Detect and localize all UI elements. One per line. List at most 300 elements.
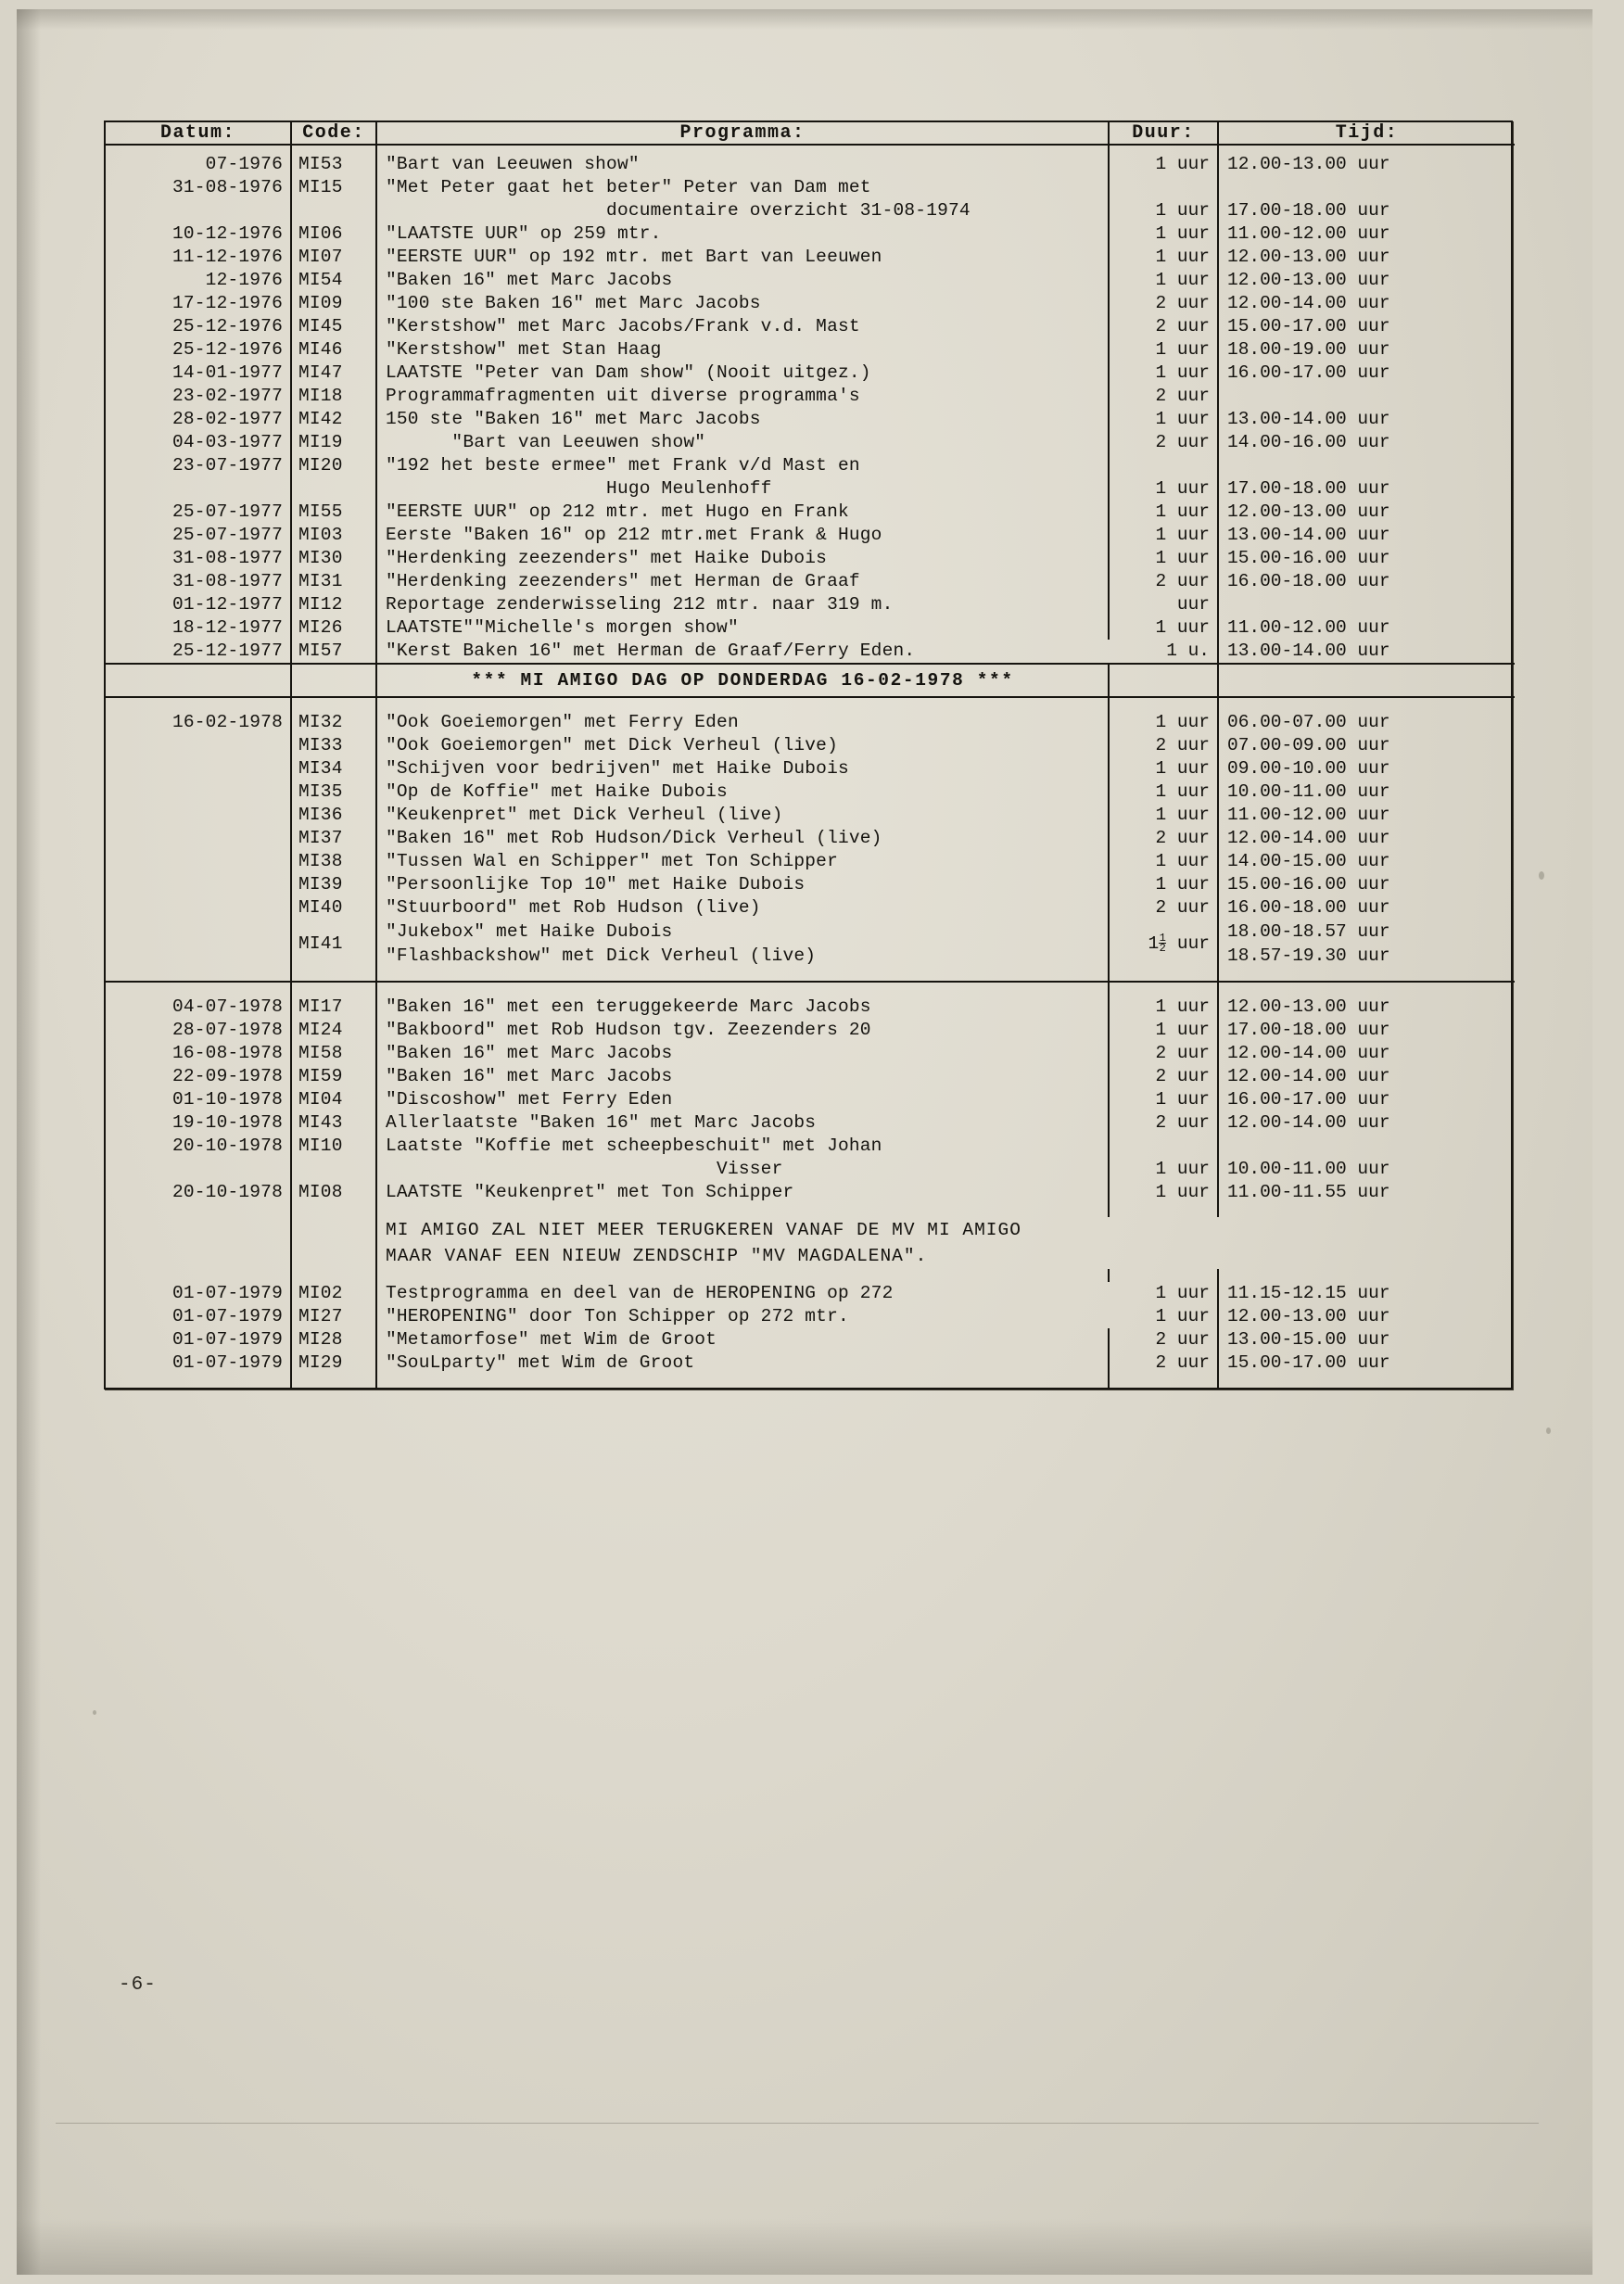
cell-duur: 1 uur: [1155, 1306, 1210, 1326]
table-row: [106, 780, 1515, 804]
cell-code: MI35: [291, 780, 376, 804]
cell-datum: [106, 477, 291, 501]
cell-datum: [106, 757, 291, 780]
table-row: [106, 757, 1515, 780]
cell-datum: [106, 804, 291, 827]
notice-line-1: [106, 1217, 1515, 1243]
cell-code: [291, 1158, 376, 1181]
cell-programma: "Baken 16" met Rob Hudson/Dick Verheul (live): [376, 827, 1109, 850]
cell-code: MI06: [291, 222, 376, 246]
cell-duur: [1109, 1135, 1218, 1158]
cell-code: MI32: [291, 711, 376, 734]
cell-tijd: [1218, 593, 1515, 616]
cell-datum: 11-12-1976: [171, 247, 283, 267]
cell-datum: 20-10-1978: [171, 1182, 283, 1202]
programma-line-1: "Jukebox" met Haike Dubois: [386, 921, 673, 942]
table-row: [106, 593, 1515, 616]
cell-duur: 2 uur: [1109, 1328, 1218, 1351]
table-row: [106, 1282, 1515, 1305]
table-row: [106, 804, 1515, 827]
cell-programma: "Keukenpret" met Dick Verheul (live): [376, 804, 1109, 827]
cell-datum: [106, 920, 291, 968]
cell-code: MI54: [291, 269, 376, 292]
cell-duur: 1 uur: [1109, 711, 1218, 734]
table-row: [106, 640, 1515, 664]
cell-programma: "192 het beste ermee" met Frank v/d Mast en: [376, 454, 1109, 477]
cell-tijd: 17.00-18.00 uur: [1218, 477, 1515, 501]
cell-programma: "EERSTE UUR" op 192 mtr. met Bart van Leeuwen: [376, 246, 1109, 269]
table-row: [106, 153, 1515, 176]
programma-line-2: "Flashbackshow" met Dick Verheul (live): [386, 945, 817, 966]
cell-programma: "Ook Goeiemorgen" met Ferry Eden: [376, 711, 1109, 734]
tijd-line-2: 18.57-19.30 uur: [1227, 945, 1390, 966]
cell-datum: 16-02-1978: [171, 712, 283, 732]
cell-duur: 2 uur: [1109, 1042, 1218, 1065]
cell-duur: 1 u.: [1166, 641, 1210, 661]
cell-tijd: 16.00-18.00 uur: [1218, 896, 1515, 920]
cell-programma: 150 ste "Baken 16" met Marc Jacobs: [376, 408, 1109, 431]
cell-tijd: 12.00-14.00 uur: [1218, 1111, 1515, 1135]
spacer-row: [106, 1204, 1515, 1217]
cell-datum: 12-1976: [205, 270, 283, 290]
cell-datum: 01-10-1978: [171, 1089, 283, 1110]
cell-code: MI10: [291, 1135, 376, 1158]
cell-duur: 1 uur: [1109, 873, 1218, 896]
table-row: [106, 547, 1515, 570]
cell-datum: 31-08-1977: [171, 571, 283, 591]
cell-tijd: 12.00-14.00 uur: [1218, 827, 1515, 850]
cell-tijd: 13.00-15.00 uur: [1218, 1328, 1515, 1351]
cell-tijd: 07.00-09.00 uur: [1218, 734, 1515, 757]
cell-tijd: 16.00-18.00 uur: [1218, 570, 1515, 593]
table-row: [106, 1065, 1515, 1088]
cell-datum: 14-01-1977: [171, 362, 283, 383]
table-row: [106, 222, 1515, 246]
cell-datum: 10-12-1976: [171, 223, 283, 244]
table-row: [106, 711, 1515, 734]
cell-programma: "Discoshow" met Ferry Eden: [376, 1088, 1109, 1111]
cell-code: MI15: [291, 176, 376, 199]
cell-tijd: 12.00-14.00 uur: [1218, 292, 1515, 315]
cell-code: MI55: [291, 501, 376, 524]
cell-code: MI28: [291, 1328, 376, 1351]
table-row: [106, 616, 1515, 640]
cell-duur: 1 uur: [1109, 501, 1218, 524]
table-row: [106, 408, 1515, 431]
cell-tijd: 12.00-13.00 uur: [1218, 269, 1515, 292]
header-datum: Datum:: [159, 122, 235, 144]
cell-code: MI34: [291, 757, 376, 780]
cell-datum: 01-07-1979: [171, 1352, 283, 1373]
cell-datum: 31-08-1976: [171, 177, 283, 197]
cell-datum: 01-07-1979: [171, 1329, 283, 1350]
cell-duur: 1 uur: [1109, 804, 1218, 827]
table-row: [106, 1088, 1515, 1111]
cell-tijd: [1218, 920, 1515, 968]
header-duur: Duur:: [1109, 122, 1218, 145]
cell-code: MI47: [291, 362, 376, 385]
duur-whole: 1: [1148, 933, 1160, 954]
cell-programma: Reportage zenderwisseling 212 mtr. naar 319 m.: [376, 593, 1109, 616]
cell-datum: [106, 780, 291, 804]
cell-code: MI24: [291, 1019, 376, 1042]
table-header-row: [106, 122, 1515, 145]
cell-code: MI53: [291, 153, 376, 176]
cell-duur: 1 uur: [1109, 199, 1218, 222]
cell-programma: Allerlaatste "Baken 16" met Marc Jacobs: [376, 1111, 1109, 1135]
cell-duur: 1 uur: [1109, 1019, 1218, 1042]
cell-programma: "Herdenking zeezenders" met Herman de Graaf: [376, 570, 1109, 593]
cell-programma: LAATSTE "Keukenpret" met Ton Schipper: [376, 1181, 1109, 1204]
cell-datum: 18-12-1977: [171, 617, 283, 638]
cell-duur: 1 uur: [1109, 246, 1218, 269]
duur-unit: uur: [1176, 933, 1210, 954]
table-row: [106, 1328, 1515, 1351]
table-row: [106, 477, 1515, 501]
header-code: Code:: [291, 122, 376, 145]
cell-duur: 2 uur: [1109, 827, 1218, 850]
cell-programma: "Bart van Leeuwen show": [376, 153, 1109, 176]
cell-code: MI37: [291, 827, 376, 850]
cell-code: MI29: [291, 1351, 376, 1375]
cell-datum: [106, 827, 291, 850]
cell-programma: "HEROPENING" door Ton Schipper op 272 mtr.: [376, 1305, 1109, 1328]
cell-duur: uur: [1109, 593, 1218, 616]
cell-datum: 01-07-1979: [171, 1306, 283, 1326]
cell-programma: "Kerst Baken 16" met Herman de Graaf/Ferry Eden.: [376, 640, 1109, 664]
cell-tijd: 15.00-17.00 uur: [1218, 1351, 1515, 1375]
cell-datum: 25-12-1977: [171, 641, 283, 661]
cell-duur: 1 uur: [1109, 616, 1218, 640]
programme-schedule-table: [104, 121, 1513, 1389]
table-row: [106, 570, 1515, 593]
cell-programma: "Stuurboord" met Rob Hudson (live): [376, 896, 1109, 920]
cell-duur: [1109, 176, 1218, 199]
cell-duur: 1 uur: [1109, 1088, 1218, 1111]
cell-duur: 2 uur: [1109, 734, 1218, 757]
spacer-row: [106, 697, 1515, 711]
cell-tijd: 16.00-17.00 uur: [1218, 1088, 1515, 1111]
table-row: [106, 315, 1515, 338]
cell-code: MI42: [291, 408, 376, 431]
cell-tijd: 10.00-11.00 uur: [1218, 780, 1515, 804]
table-row: [106, 246, 1515, 269]
cell-programma: "Bart van Leeuwen show": [376, 431, 1109, 454]
fraction-denominator: 2: [1159, 942, 1166, 956]
cell-datum: 04-07-1978: [171, 996, 283, 1017]
cell-code: MI46: [291, 338, 376, 362]
cell-code: MI07: [291, 246, 376, 269]
cell-programma: LAATSTE "Peter van Dam show" (Nooit uitgez.): [376, 362, 1109, 385]
cell-datum: 23-02-1977: [171, 386, 283, 406]
spacer-row: [106, 1269, 1515, 1282]
cell-tijd: 14.00-16.00 uur: [1218, 431, 1515, 454]
cell-datum: 20-10-1978: [171, 1136, 283, 1156]
cell-duur: 2 uur: [1109, 1065, 1218, 1088]
cell-tijd: 11.15-12.15 uur: [1218, 1282, 1515, 1305]
cell-code: MI59: [291, 1065, 376, 1088]
cell-programma: Eerste "Baken 16" op 212 mtr.met Frank & Hugo: [376, 524, 1109, 547]
cell-programma: "Kerstshow" met Stan Haag: [376, 338, 1109, 362]
cell-datum: 22-09-1978: [171, 1066, 283, 1086]
table-row: [106, 1305, 1515, 1328]
table-row: [106, 362, 1515, 385]
cell-code: MI08: [291, 1181, 376, 1204]
cell-code: MI45: [291, 315, 376, 338]
cell-duur: 1 uur: [1155, 1283, 1210, 1303]
banner-text: *** MI AMIGO DAG OP DONDERDAG 16-02-1978 ***: [376, 664, 1109, 697]
cell-tijd: 11.00-11.55 uur: [1218, 1181, 1515, 1204]
table-row-mi41: [106, 920, 1515, 968]
cell-code: MI33: [291, 734, 376, 757]
table-row: [106, 850, 1515, 873]
cell-programma: "Bakboord" met Rob Hudson tgv. Zeezenders 20: [376, 1019, 1109, 1042]
cell-duur: 1 uur: [1109, 757, 1218, 780]
cell-tijd: 11.00-12.00 uur: [1218, 616, 1515, 640]
cell-programma: "Metamorfose" met Wim de Groot: [376, 1328, 1109, 1351]
cell-code: MI19: [291, 431, 376, 454]
cell-duur: 1 uur: [1109, 269, 1218, 292]
cell-code: [291, 199, 376, 222]
cell-duur: 1 uur: [1109, 1181, 1218, 1204]
cell-datum: 23-07-1977: [171, 455, 283, 476]
cell-code: MI36: [291, 804, 376, 827]
cell-programma: Visser: [376, 1158, 1109, 1181]
cell-tijd: [1218, 176, 1515, 199]
cell-datum: 28-02-1977: [171, 409, 283, 429]
cell-datum: [106, 873, 291, 896]
cell-code: MI39: [291, 873, 376, 896]
cell-duur: 2 uur: [1109, 385, 1218, 408]
cell-code: MI40: [291, 896, 376, 920]
notice-text-1: MI AMIGO ZAL NIET MEER TERUGKEREN VANAF DE MV MI AMIGO: [376, 1217, 1515, 1243]
cell-code: MI31: [291, 570, 376, 593]
cell-datum: [106, 199, 291, 222]
cell-programma: "Kerstshow" met Marc Jacobs/Frank v.d. Mast: [376, 315, 1109, 338]
cell-duur: [1109, 920, 1218, 968]
cell-tijd: 06.00-07.00 uur: [1218, 711, 1515, 734]
tijd-line-1: 18.00-18.57 uur: [1227, 921, 1390, 942]
cell-duur: 1 uur: [1109, 408, 1218, 431]
cell-code: MI27: [291, 1305, 376, 1328]
cell-code: [291, 477, 376, 501]
cell-code: MI04: [291, 1088, 376, 1111]
cell-code: MI17: [291, 996, 376, 1019]
cell-programma: Hugo Meulenhoff: [376, 477, 1109, 501]
page-number: -6-: [119, 1974, 157, 1996]
cell-datum: 25-12-1976: [171, 316, 283, 336]
cell-tijd: 12.00-13.00 uur: [1218, 246, 1515, 269]
cell-duur: 1 uur: [1109, 547, 1218, 570]
cell-programma: "Herdenking zeezenders" met Haike Dubois: [376, 547, 1109, 570]
cell-tijd: 12.00-13.00 uur: [1218, 996, 1515, 1019]
cell-programma: "Met Peter gaat het beter" Peter van Dam met: [376, 176, 1109, 199]
spacer-row: [106, 982, 1515, 996]
cell-tijd: 18.00-19.00 uur: [1218, 338, 1515, 362]
cell-code: MI18: [291, 385, 376, 408]
cell-code: MI41: [291, 920, 376, 968]
cell-programma: "Baken 16" met Marc Jacobs: [376, 269, 1109, 292]
cell-tijd: 15.00-16.00 uur: [1218, 547, 1515, 570]
table-row: [106, 896, 1515, 920]
spacer-row: [106, 968, 1515, 982]
cell-tijd: 13.00-14.00 uur: [1218, 524, 1515, 547]
cell-programma: "Baken 16" met Marc Jacobs: [376, 1042, 1109, 1065]
cell-tijd: 14.00-15.00 uur: [1218, 850, 1515, 873]
cell-duur: [1109, 454, 1218, 477]
table-row: [106, 1135, 1515, 1158]
table-row: [106, 1042, 1515, 1065]
cell-duur: 2 uur: [1109, 896, 1218, 920]
cell-code: MI26: [291, 616, 376, 640]
cell-code: MI02: [291, 1282, 376, 1305]
cell-tijd: 13.00-14.00 uur: [1218, 408, 1515, 431]
cell-programma: "Baken 16" met een teruggekeerde Marc Jacobs: [376, 996, 1109, 1019]
spacer-row: [106, 145, 1515, 153]
cell-duur: 1 uur: [1109, 996, 1218, 1019]
header-tijd: Tijd:: [1218, 122, 1515, 145]
cell-programma: [376, 920, 1109, 968]
cell-tijd: 17.00-18.00 uur: [1218, 199, 1515, 222]
cell-duur: 1 uur: [1109, 850, 1218, 873]
cell-duur: 2 uur: [1109, 431, 1218, 454]
cell-datum: 04-03-1977: [171, 432, 283, 452]
cell-programma: "Baken 16" met Marc Jacobs: [376, 1065, 1109, 1088]
cell-duur: 1 uur: [1109, 222, 1218, 246]
cell-duur: 2 uur: [1109, 1351, 1218, 1375]
spacer-row: [106, 1375, 1515, 1388]
cell-programma: "100 ste Baken 16" met Marc Jacobs: [376, 292, 1109, 315]
cell-tijd: 12.00-13.00 uur: [1218, 501, 1515, 524]
cell-code: MI38: [291, 850, 376, 873]
cell-duur: 1 uur: [1109, 362, 1218, 385]
table-row: [106, 524, 1515, 547]
table-row: [106, 1181, 1515, 1204]
cell-datum: 25-07-1977: [171, 501, 283, 522]
cell-datum: 31-08-1977: [171, 548, 283, 568]
cell-code: MI20: [291, 454, 376, 477]
section-banner-mi-amigo-dag: [106, 664, 1515, 697]
cell-tijd: 12.00-14.00 uur: [1218, 1042, 1515, 1065]
cell-tijd: 09.00-10.00 uur: [1218, 757, 1515, 780]
table-row: [106, 1158, 1515, 1181]
cell-datum: 25-07-1977: [171, 525, 283, 545]
cell-programma: "SouLparty" met Wim de Groot: [376, 1351, 1109, 1375]
cell-code: MI43: [291, 1111, 376, 1135]
cell-code: MI58: [291, 1042, 376, 1065]
cell-datum: 19-10-1978: [171, 1112, 283, 1133]
cell-tijd: 10.00-11.00 uur: [1218, 1158, 1515, 1181]
table-row: [106, 996, 1515, 1019]
table-row: [106, 385, 1515, 408]
table-row: [106, 734, 1515, 757]
cell-duur: 1 uur: [1109, 780, 1218, 804]
cell-code: MI57: [291, 640, 376, 664]
cell-datum: [106, 1158, 291, 1181]
table-row: [106, 1351, 1515, 1375]
cell-duur: 1 uur: [1109, 1158, 1218, 1181]
cell-tijd: 17.00-18.00 uur: [1218, 1019, 1515, 1042]
cell-tijd: 12.00-13.00 uur: [1218, 153, 1515, 176]
cell-datum: 17-12-1976: [171, 293, 283, 313]
cell-datum: 01-07-1979: [171, 1283, 283, 1303]
duur-fraction: [1159, 932, 1166, 956]
cell-duur: 1 uur: [1109, 153, 1218, 176]
table-row: [106, 269, 1515, 292]
header-programma: Programma:: [376, 122, 1109, 145]
cell-programma: "LAATSTE UUR" op 259 mtr.: [376, 222, 1109, 246]
table-row: [106, 1111, 1515, 1135]
cell-programma: Testprogramma en deel van de HEROPENING op 272: [376, 1282, 1109, 1305]
cell-tijd: [1218, 385, 1515, 408]
cell-programma: "Tussen Wal en Schipper" met Ton Schipper: [376, 850, 1109, 873]
cell-tijd: 15.00-16.00 uur: [1218, 873, 1515, 896]
table-row: [106, 501, 1515, 524]
table-row: [106, 431, 1515, 454]
table-row: [106, 292, 1515, 315]
cell-datum: [106, 896, 291, 920]
cell-duur: 2 uur: [1109, 570, 1218, 593]
cell-duur: 1 uur: [1109, 338, 1218, 362]
cell-code: MI09: [291, 292, 376, 315]
table-row: [106, 873, 1515, 896]
cell-programma: Programmafragmenten uit diverse programma's: [376, 385, 1109, 408]
cell-duur: 2 uur: [1109, 292, 1218, 315]
cell-datum: 01-12-1977: [171, 594, 283, 615]
notice-line-2: [106, 1243, 1515, 1269]
table-row: [106, 176, 1515, 199]
cell-programma: "Ook Goeiemorgen" met Dick Verheul (live): [376, 734, 1109, 757]
table-row: [106, 338, 1515, 362]
table-row: [106, 454, 1515, 477]
cell-datum: 28-07-1978: [171, 1020, 283, 1040]
cell-datum: [106, 850, 291, 873]
table-row: [106, 1019, 1515, 1042]
table-row: [106, 199, 1515, 222]
cell-tijd: 16.00-17.00 uur: [1218, 362, 1515, 385]
cell-datum: 07-1976: [205, 154, 283, 174]
cell-programma: "EERSTE UUR" op 212 mtr. met Hugo en Frank: [376, 501, 1109, 524]
cell-programma: "Persoonlijke Top 10" met Haike Dubois: [376, 873, 1109, 896]
cell-programma: "Schijven voor bedrijven" met Haike Dubois: [376, 757, 1109, 780]
table-row: [106, 827, 1515, 850]
cell-duur: 1 uur: [1109, 524, 1218, 547]
cell-tijd: 12.00-14.00 uur: [1218, 1065, 1515, 1088]
cell-code: MI12: [291, 593, 376, 616]
cell-code: MI30: [291, 547, 376, 570]
cell-duur: 2 uur: [1109, 1111, 1218, 1135]
notice-text-2: MAAR VANAF EEN NIEUW ZENDSCHIP "MV MAGDALENA".: [376, 1243, 1515, 1269]
cell-tijd: 11.00-12.00 uur: [1218, 804, 1515, 827]
cell-duur: 1 uur: [1109, 477, 1218, 501]
cell-programma: documentaire overzicht 31-08-1974: [376, 199, 1109, 222]
cell-programma: "Op de Koffie" met Haike Dubois: [376, 780, 1109, 804]
cell-datum: [106, 734, 291, 757]
cell-code: MI03: [291, 524, 376, 547]
fraction-numerator: 1: [1159, 932, 1166, 945]
cell-programma: Laatste "Koffie met scheepbeschuit" met Johan: [376, 1135, 1109, 1158]
cell-programma: LAATSTE""Michelle's morgen show": [376, 616, 1109, 640]
cell-datum: 16-08-1978: [171, 1043, 283, 1063]
cell-tijd: 15.00-17.00 uur: [1218, 315, 1515, 338]
cell-tijd: 11.00-12.00 uur: [1218, 222, 1515, 246]
cell-tijd: 13.00-14.00 uur: [1218, 640, 1515, 664]
cell-tijd: [1218, 1135, 1515, 1158]
cell-tijd: [1218, 454, 1515, 477]
cell-duur: 2 uur: [1109, 315, 1218, 338]
cell-tijd: 12.00-13.00 uur: [1218, 1305, 1515, 1328]
cell-datum: 25-12-1976: [171, 339, 283, 360]
